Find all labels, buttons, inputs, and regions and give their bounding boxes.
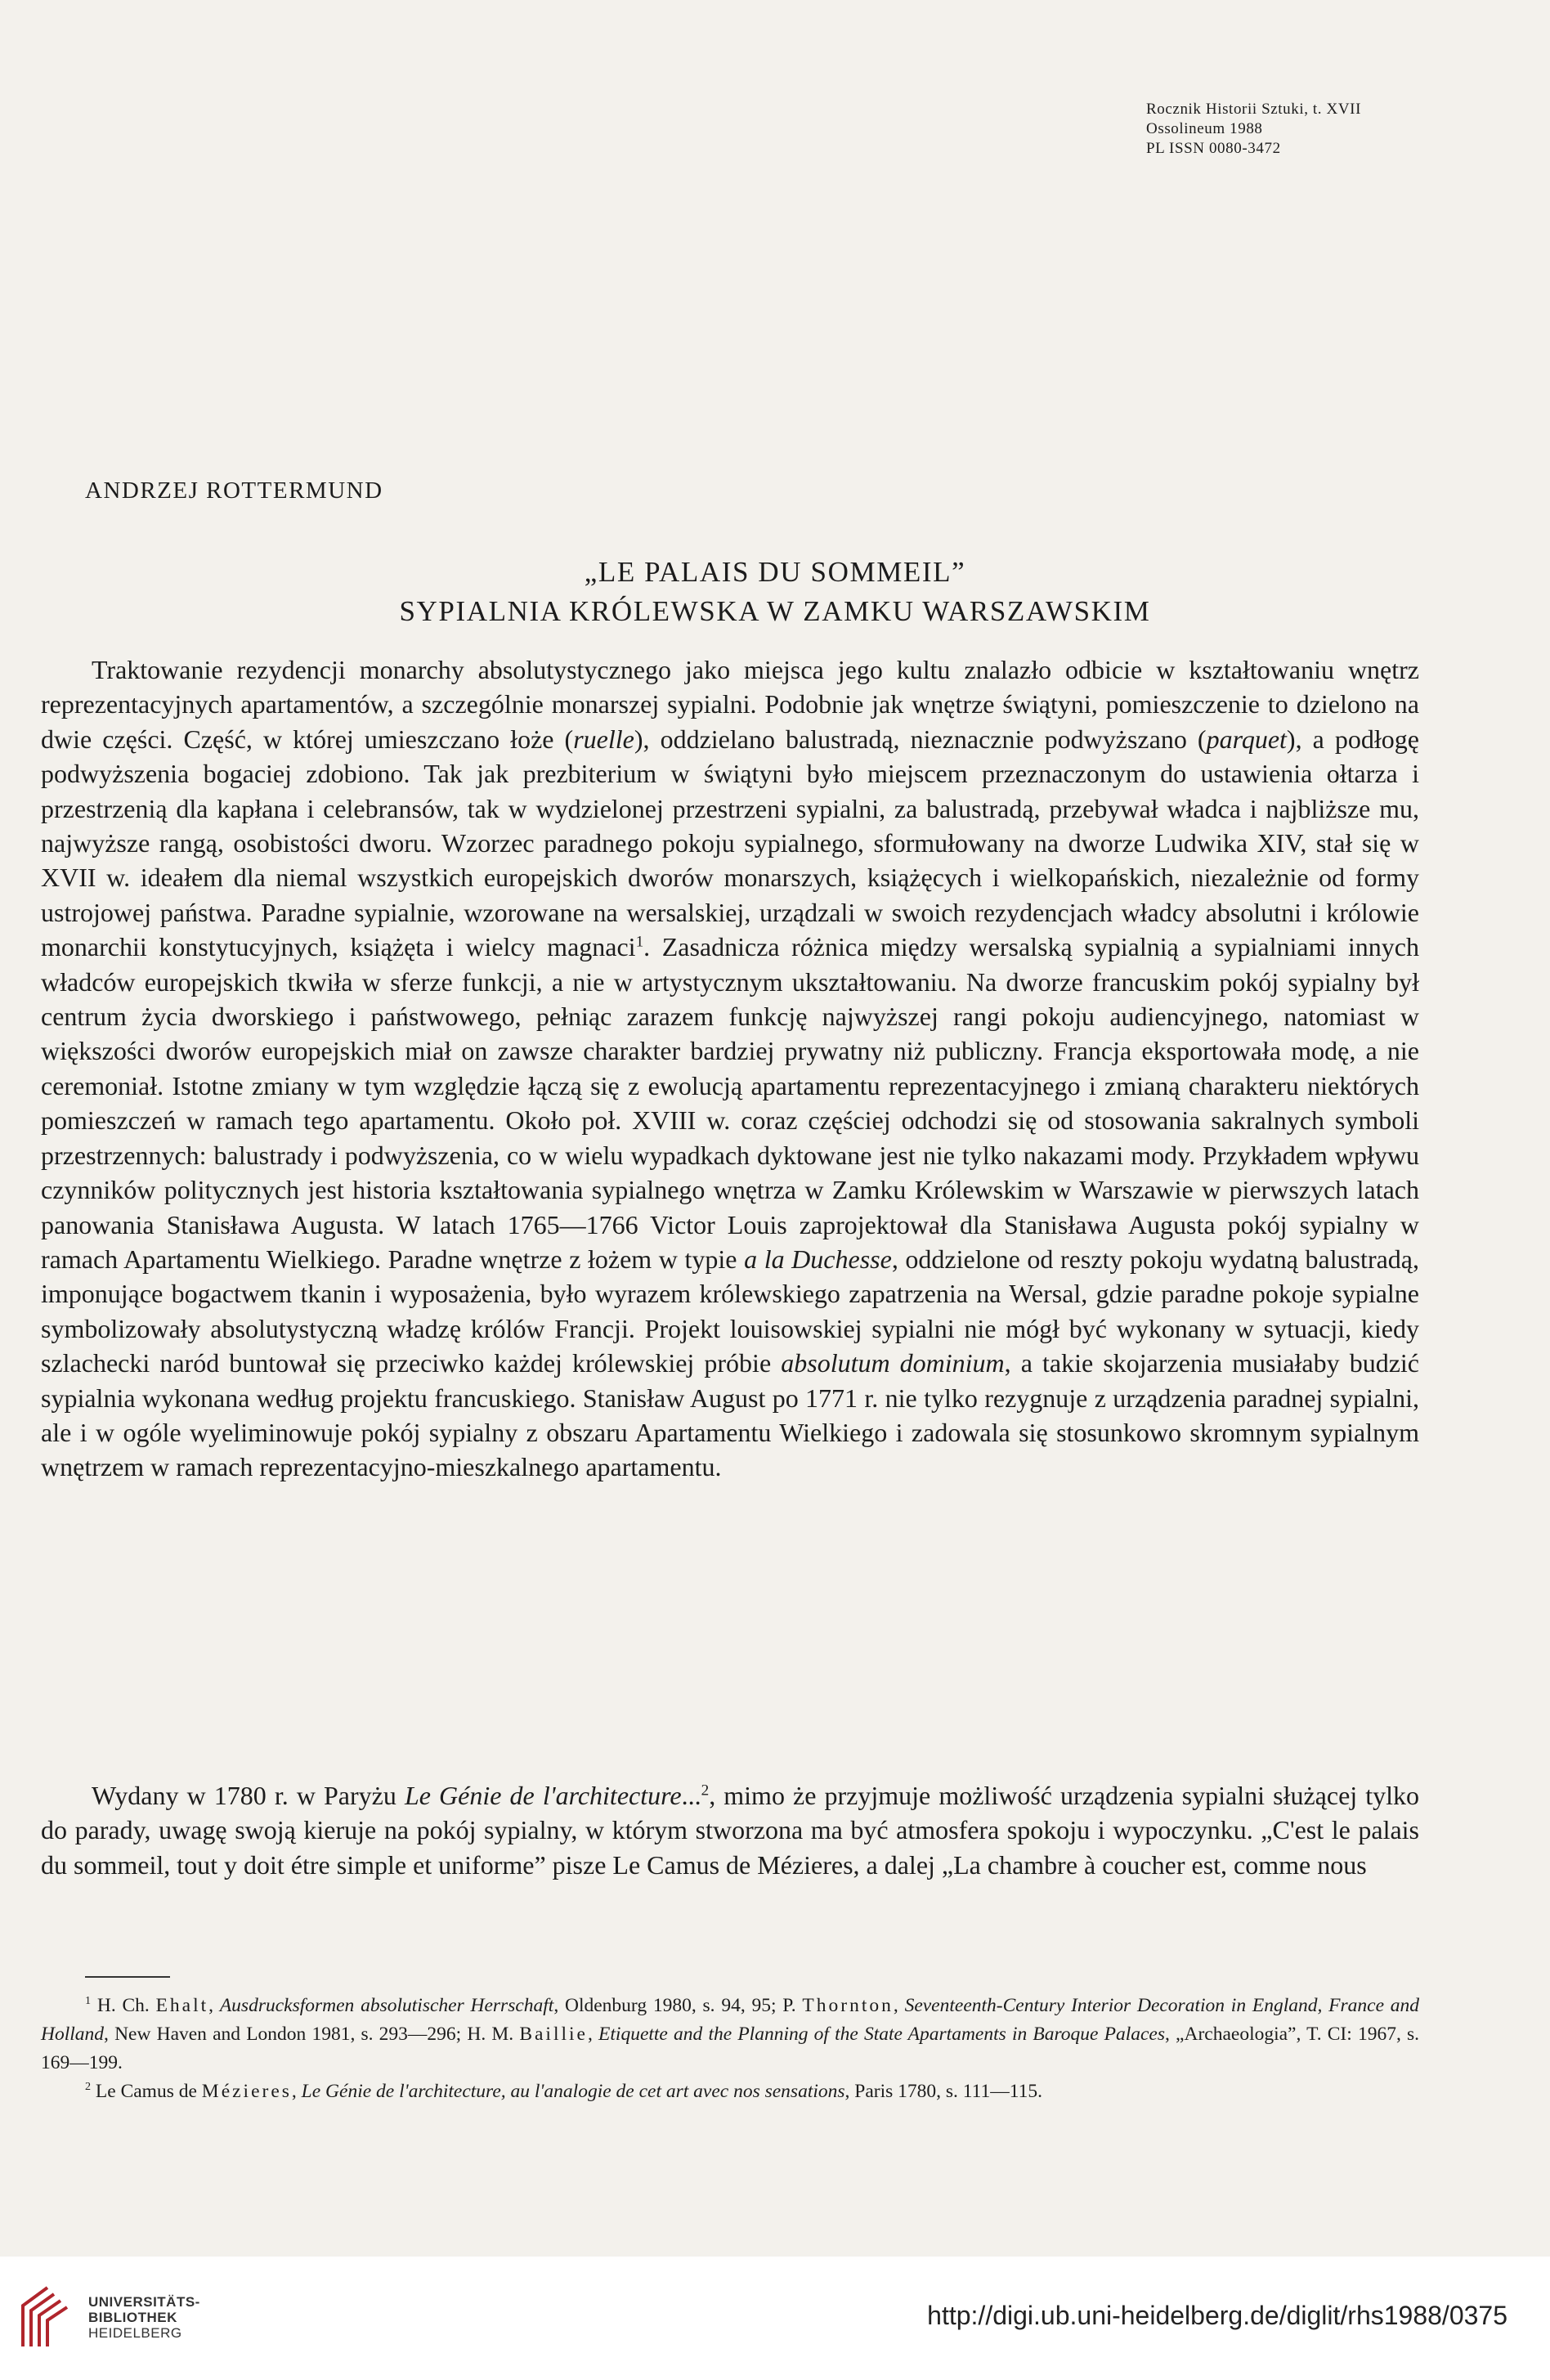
- footnote-2: $^2$ Le Camus de Mézieres, Le Génie de l'architecture, au l'analogie de cet art avec nos sensations, Paris 1780, s. 111—115.: [85, 2080, 1043, 2102]
- paragraph-1: Traktowanie rezydencji monarchy absolutystycznego jako miejsca jego kultu znalazło odbicie w kształtowaniu wnętrz reprezentacyjnych apartamentów, a szczególnie monarszej sypialni. Podobnie jak wnętrze świątyni, pomieszczenie to dzielono na dwie części. Część, w której umieszczano łoże (ruelle), oddzielano balustradą, nieznacznie podwyższano (parquet), a podłogę podwyższenia bogaciej zdobiono. Tak jak prezbiterium w świątyni było miejscem przeznaczonym do ustawienia ołtarza i przestrzenią dla kapłana i celebransów, tak w wydzielonej przestrzeni sypialni, za balustradą, przebywał władca i najbliższe mu, najwyższe rangą, osobistości dworu. Wzorzec paradnego pokoju sypialnego, sformułowany na dworze Ludwika XIV, stał się w XVII w. ideałem dla niemal wszystkich europejskich dworów monarszych, książęcych i wielkopańskich, niezależnie od formy ustrojowej państwa. Paradne sypialnie, wzorowane na wersalskiej, urządzali w swoich rezydencjach władcy absolutni i królowie monarchii konstytucyjnych, książęta i wielcy magnaci$^1$. Zasadnicza różnica między wersalską sypialnią a sypialniami innych władców europejskich tkwiła w sferze funkcji, a nie w artystycznym ukształtowaniu. Na dworze francuskim pokój sypialny był centrum życia dworskiego i państwowego, pełniąc zarazem funkcję najwyższej rangi pokoju audiencyjnego, natomiast w większości dworów europejskich miał on zawsze charakter bardziej prywatny niż publiczny. Francja eksportowała modę, a nie ceremoniał. Istotne zmiany w tym względzie łączą się z ewolucją apartamentu reprezentacyjnego i zmianą charakteru niektórych pomieszczeń w ramach tego apartamentu. Około poł. XVIII w. coraz częściej odchodzi się od stosowania sakralnych symboli przestrzennych: balustrady i podwyższenia, co w wielu wypadkach dyktowane jest nie tylko nakazami mody. Przykładem wpływu czynników politycznych jest historia kształtowania sypialnego wnętrza w Zamku Królewskim w Warszawie w pierwszych latach panowania Stanisława Augusta. W latach 1765—1766 Victor Louis zaprojektował dla Stanisława Augusta pokój sypialny w ramach Apartamentu Wielkiego. Paradne wnętrze z łożem w typie a la Duchesse, oddzielone od reszty pokoju wydatną balustradą, imponujące bogactwem tkanin i wyposażenia, było wyrazem królewskiego zapatrzenia na Wersal, gdzie paradne pokoje sypialne symbolizowały absolutystyczną władzę królów Francji. Projekt louisowskiej sypialni nie mógł być wykonany w sytuacji, kiedy szlachecki naród buntował się przeciwko każdej królewskiej próbie absolutum dominium, a takie skojarzenia musiałaby budzić sypialnia wykonana według projektu francuskiego. Stanisław August po 1771 r. nie tylko rezygnuje z urządzenia paradnej sypialni, ale i w ogóle wyeliminowuje pokój sypialny z obszaru Apartamentu Wielkiego i zadowala się stosunkowo skromnym sypialnym wnętrzem w ramach reprezentacyjno-mieszkalnego apartamentu.: [41, 655, 1420, 1482]
- journal-issn: PL ISSN 0080-3472: [1146, 140, 1281, 157]
- article-subtitle: SYPIALNIA KRÓLEWSKA W ZAMKU WARSZAWSKIM: [399, 595, 1151, 627]
- paragraph-2: Wydany w 1780 r. w Paryżu Le Génie de l'architecture...$^2$, mimo że przyjmuje możliwość urządzenia sypialni służącej tylko do parady, uwagę swoją kieruje na pokój sypialny, w którym stworzona ma być atmosfera spokoju i wypoczynku. „C'est le palais du sommeil, tout y doit étre simple et uniforme” pisze Le Camus de Mézieres, a dalej „La chambre à coucher est, comme nous: [41, 1781, 1420, 1880]
- library-logo-icon: [15, 2281, 83, 2350]
- footnotes: [41, 1992, 1419, 2106]
- journal-title: Rocznik Historii Sztuki, t. XVII: [1146, 101, 1362, 118]
- journal-info: [1146, 100, 1361, 159]
- library-logo-text: UNIVERSITÄTS- BIBLIOTHEK HEIDELBERG: [88, 2294, 200, 2341]
- article-title: „LE PALAIS DU SOMMEIL”: [584, 556, 966, 588]
- author-name: ANDRZEJ ROTTERMUND: [85, 477, 383, 504]
- footnote-1: $^1$ H. Ch. Ehalt, Ausdrucksformen absolutischer Herrschaft, Oldenburg 1980, s. 94, 95; P. Thornton, Seventeenth-Century Interior Decoration in England, France and Holland, New Haven and London 1981, s. 293—296; H. M. Baillie, Etiquette and the Planning of the State Apartaments in Baroque Palaces, „Archaeologia”, T. CI: 1967, s. 169—199.: [41, 1994, 1420, 2073]
- footnote-ref-2[interactable]: 2: [701, 1782, 710, 1800]
- footer-bar: [0, 2257, 1550, 2380]
- footnote-divider: [85, 1976, 170, 1978]
- source-url-link[interactable]: http://digi.ub.uni-heidelberg.de/diglit/rhs1988/0375: [927, 2301, 1507, 2330]
- footnote-ref-1[interactable]: 1: [635, 933, 644, 951]
- journal-publisher: Ossolineum 1988: [1146, 120, 1263, 137]
